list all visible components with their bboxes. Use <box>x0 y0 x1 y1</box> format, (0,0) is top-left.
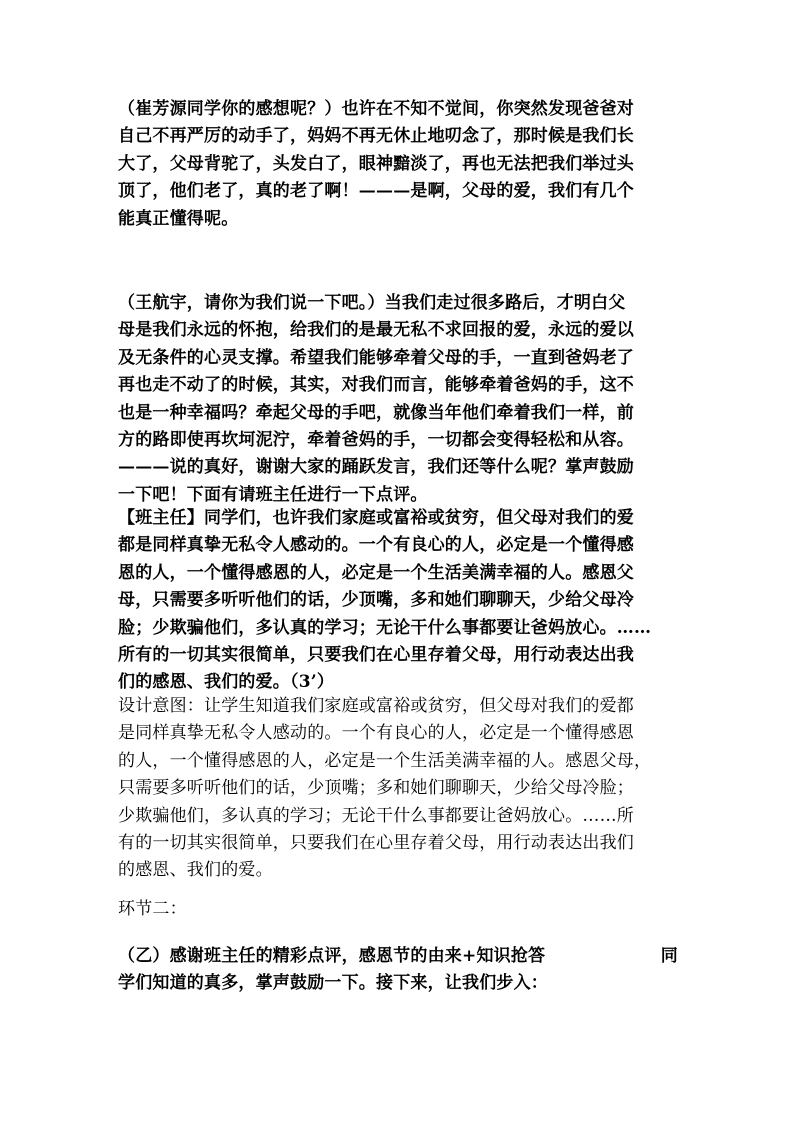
paragraph-wang-hangyu-speech <box>118 290 678 509</box>
text-line: 再也走不动了的时候，其实，对我们而言，能够牵着爸妈的手，这不 <box>118 375 634 396</box>
text-line: 学们知道的真多，掌声鼓励一下。接下来，让我们步入： <box>118 973 548 994</box>
text-line: 的人，一个懂得感恩的人，必定是一个生活美满幸福的人。感恩父母， <box>118 750 652 771</box>
text-line: （崔芳源同学你的感想呢？）也许在不知不觉间，你突然发现爸爸对 <box>118 99 634 119</box>
text-segment: （乙）感谢班主任的精彩点评，感恩节的由来+知识抢答 <box>118 946 546 966</box>
text-line: 大了，父母背驼了，头发白了，眼神黯淡了，再也无法把我们举过头 <box>118 153 634 174</box>
text-line: 也是一种幸福吗？牵起父母的手吧，就像当年他们牵着我们一样，前 <box>118 402 634 423</box>
text-line: 所有的一切其实很简单，只要我们在心里存着父母，用行动表达出我 <box>118 644 634 665</box>
section-heading: 环节二： <box>118 899 187 919</box>
text-line: 母，只需要多听听他们的话，少顶嘴，多和她们聊聊天，少给父母冷 <box>118 590 634 611</box>
text-line: ———说的真好，谢谢大家的踊跃发言，我们还等什么呢？掌声鼓励 <box>118 457 634 478</box>
text-line: 少欺骗他们，多认真的学习；无论干什么事都要让爸妈放心。……所 <box>118 805 634 826</box>
paragraph-part-b-intro <box>118 943 678 998</box>
text-line: 及无条件的心灵支撑。希望我们能够牵着父母的手，一直到爸妈老了 <box>118 347 634 368</box>
text-line: 能真正懂得呢。 <box>118 208 239 229</box>
text-line: 们的感恩、我们的爱。（3’） <box>118 672 335 693</box>
text-line: 自己不再严厉的动手了，妈妈不再无休止地叨念了，那时候是我们长 <box>118 126 634 147</box>
text-line: 一下吧！下面有请班主任进行一下点评。 <box>118 484 428 505</box>
paragraph-design-intent <box>118 693 678 885</box>
paragraph-section-two-heading <box>118 896 678 923</box>
text-line: 有的一切其实很简单，只要我们在心里存着父母，用行动表达出我们 <box>118 832 634 853</box>
text-line: 都是同样真挚无私令人感动的。一个有良心的人，必定是一个懂得感 <box>118 535 634 556</box>
text-line: 脸；少欺骗他们，多认真的学习；无论干什么事都要让爸妈放心。…… <box>118 617 652 638</box>
text-line: 顶了，他们老了，真的老了啊！———是啊，父母的爱，我们有几个 <box>118 181 634 202</box>
text-line: 的感恩、我们的爱。 <box>118 860 273 881</box>
paragraph-cui-fangyuan-reflection <box>118 96 678 233</box>
text-line <box>118 943 678 970</box>
text-line: 【班主任】同学们，也许我们家庭或富裕或贫穷，但父母对我们的爱 <box>118 508 634 528</box>
text-line: 方的路即使再坎坷泥泞，牵着爸妈的手，一切都会变得轻松和从容。 <box>118 429 634 450</box>
text-line: （王航宇，请你为我们说一下吧。）当我们走过很多路后，才明白父 <box>118 293 626 313</box>
text-line: 只需要多听听他们的话，少顶嘴；多和她们聊聊天，少给父母冷脸； <box>118 778 634 799</box>
text-line: 设计意图：让学生知道我们家庭或富裕或贫穷，但父母对我们的爱都 <box>118 696 634 716</box>
text-segment: 同 <box>660 946 678 966</box>
text-line: 母是我们永远的怀抱，给我们的是最无私不求回报的爱，永远的爱以 <box>118 320 634 341</box>
text-line: 恩的人，一个懂得感恩的人，必定是一个生活美满幸福的人。感恩父 <box>118 562 634 583</box>
paragraph-head-teacher-comment <box>118 505 678 697</box>
text-line: 是同样真挚无私令人感动的。一个有良心的人，必定是一个懂得感恩 <box>118 723 634 744</box>
